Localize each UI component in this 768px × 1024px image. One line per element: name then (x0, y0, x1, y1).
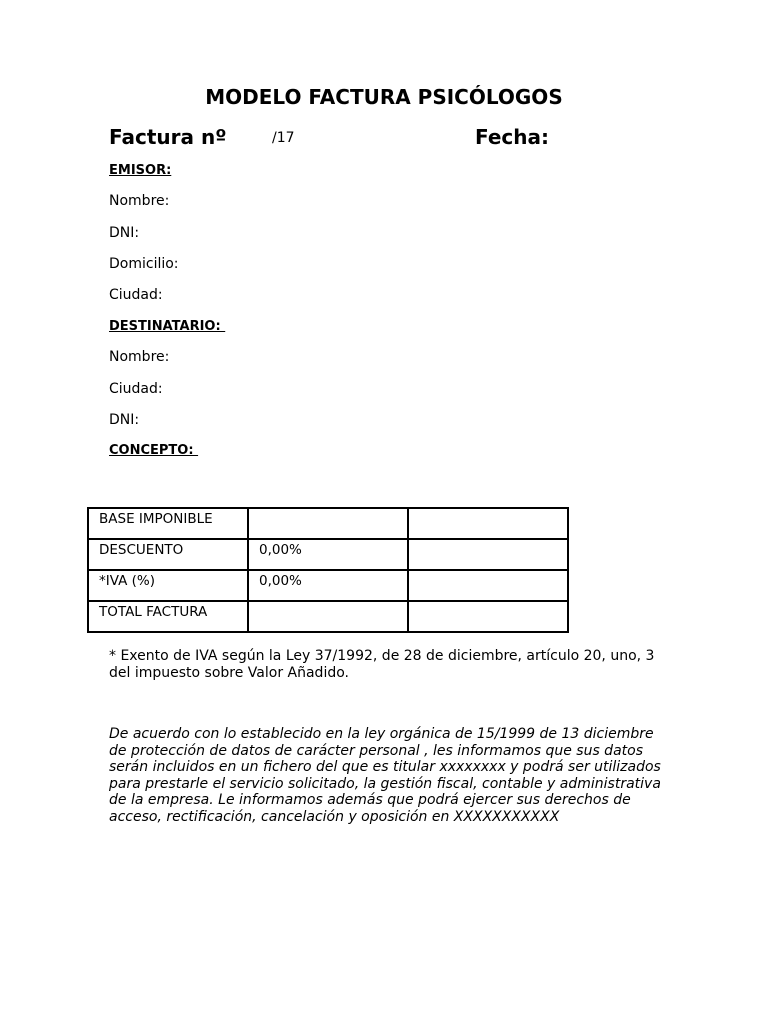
invoice-label: Factura nº (109, 125, 227, 149)
table-row (88, 570, 568, 601)
emisor-dni-label: DNI: (109, 225, 140, 241)
destinatario-dni-label: DNI: (109, 412, 140, 428)
row-label: TOTAL FACTURA (88, 601, 248, 632)
destinatario-heading: DESTINATARIO: (109, 319, 226, 334)
emisor-heading: EMISOR: (109, 163, 172, 178)
document-title: MODELO FACTURA PSICÓLOGOS (205, 85, 563, 109)
data-protection-notice: De acuerdo con lo establecido en la ley orgánica de 15/1999 de 13 diciembre de protección de datos de carácter personal , les informamos que sus datos serán incluidos en un fichero del que es titular xxxxxxxx y podrá ser utilizados para prestarle el servicio solicitado, la gestión fiscal, contable y administrativa de la empresa. Le informamos además que podrá ejercer sus derechos de acceso, rectificación, cancelación y oposición en XXXXXXXXXXX (109, 726, 661, 825)
emisor-domicilio-label: Domicilio: (109, 256, 179, 272)
table-row (88, 601, 568, 632)
row-amount (408, 570, 568, 601)
row-value: 0,00% (248, 539, 408, 570)
row-value: 0,00% (248, 570, 408, 601)
destinatario-ciudad-label: Ciudad: (109, 381, 163, 397)
concepto-heading: CONCEPTO: (109, 443, 199, 458)
emisor-nombre-label: Nombre: (109, 193, 170, 209)
table-row (88, 539, 568, 570)
row-label: DESCUENTO (88, 539, 248, 570)
invoice-number: /17 (272, 130, 295, 146)
row-label: BASE IMPONIBLE (88, 508, 248, 539)
row-label: *IVA (%) (88, 570, 248, 601)
row-value (248, 508, 408, 539)
date-label: Fecha: (475, 125, 550, 149)
vat-exemption-footnote: * Exento de IVA según la Ley 37/1992, de 28 de diciembre, artículo 20, uno, 3 del impuesto sobre Valor Añadido. (109, 648, 655, 681)
row-amount (408, 601, 568, 632)
row-amount (408, 539, 568, 570)
emisor-ciudad-label: Ciudad: (109, 287, 163, 303)
row-value (248, 601, 408, 632)
row-amount (408, 508, 568, 539)
totals-table (87, 507, 569, 633)
destinatario-nombre-label: Nombre: (109, 349, 170, 365)
table-row (88, 508, 568, 539)
